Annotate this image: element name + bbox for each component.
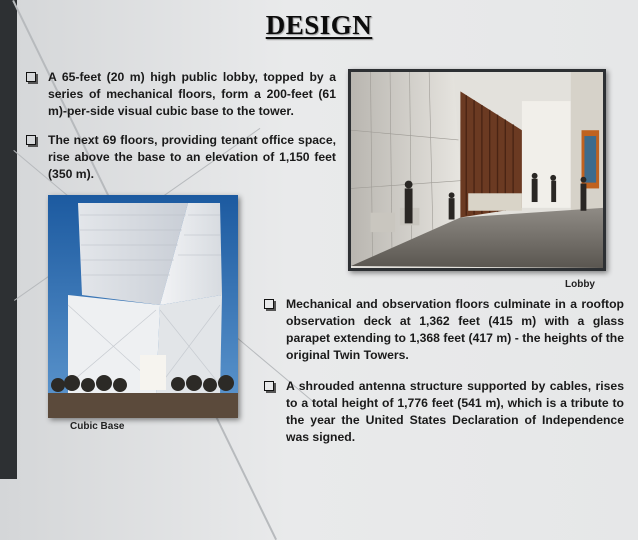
bullet-text: A 65-feet (20 m) high public lobby, topped by a series of mechanical floors, form a 200-feet (61 m)-per-side visual cubic base to the tower. [48, 70, 336, 118]
lobby-photo [348, 69, 606, 271]
checkbox-bullet-icon [26, 72, 36, 82]
lobby-image [351, 72, 603, 268]
bullet-office-floors [26, 132, 336, 183]
checkbox-bullet-icon [264, 299, 274, 309]
checkbox-bullet-icon [264, 381, 274, 391]
slide-title: DESIGN [265, 10, 373, 40]
cubic-base-caption: Cubic Base [70, 421, 125, 432]
bullet-text: The next 69 floors, providing tenant office space, rise above the base to an elevation of 1,150 feet (350 m). [48, 133, 336, 181]
bullet-antenna [264, 378, 624, 446]
checkbox-bullet-icon [26, 135, 36, 145]
cubic-base-photo [48, 195, 238, 418]
bullet-observation [264, 296, 624, 364]
left-dark-strip [0, 0, 17, 479]
bullet-lobby [26, 69, 336, 120]
cubic-base-image [48, 195, 238, 418]
bullet-text: A shrouded antenna structure supported by cables, rises to a total height of 1,776 feet (541 m), which is a tribute to the year the United States Declaration of Independence was signed. [286, 379, 624, 444]
lobby-caption: Lobby [565, 279, 595, 290]
bullet-text: Mechanical and observation floors culminate in a rooftop observation deck at 1,362 feet (415 m) with a glass parapet extending to 1,368 feet (417 m) - the heights of the original Twin Towers. [286, 297, 624, 362]
